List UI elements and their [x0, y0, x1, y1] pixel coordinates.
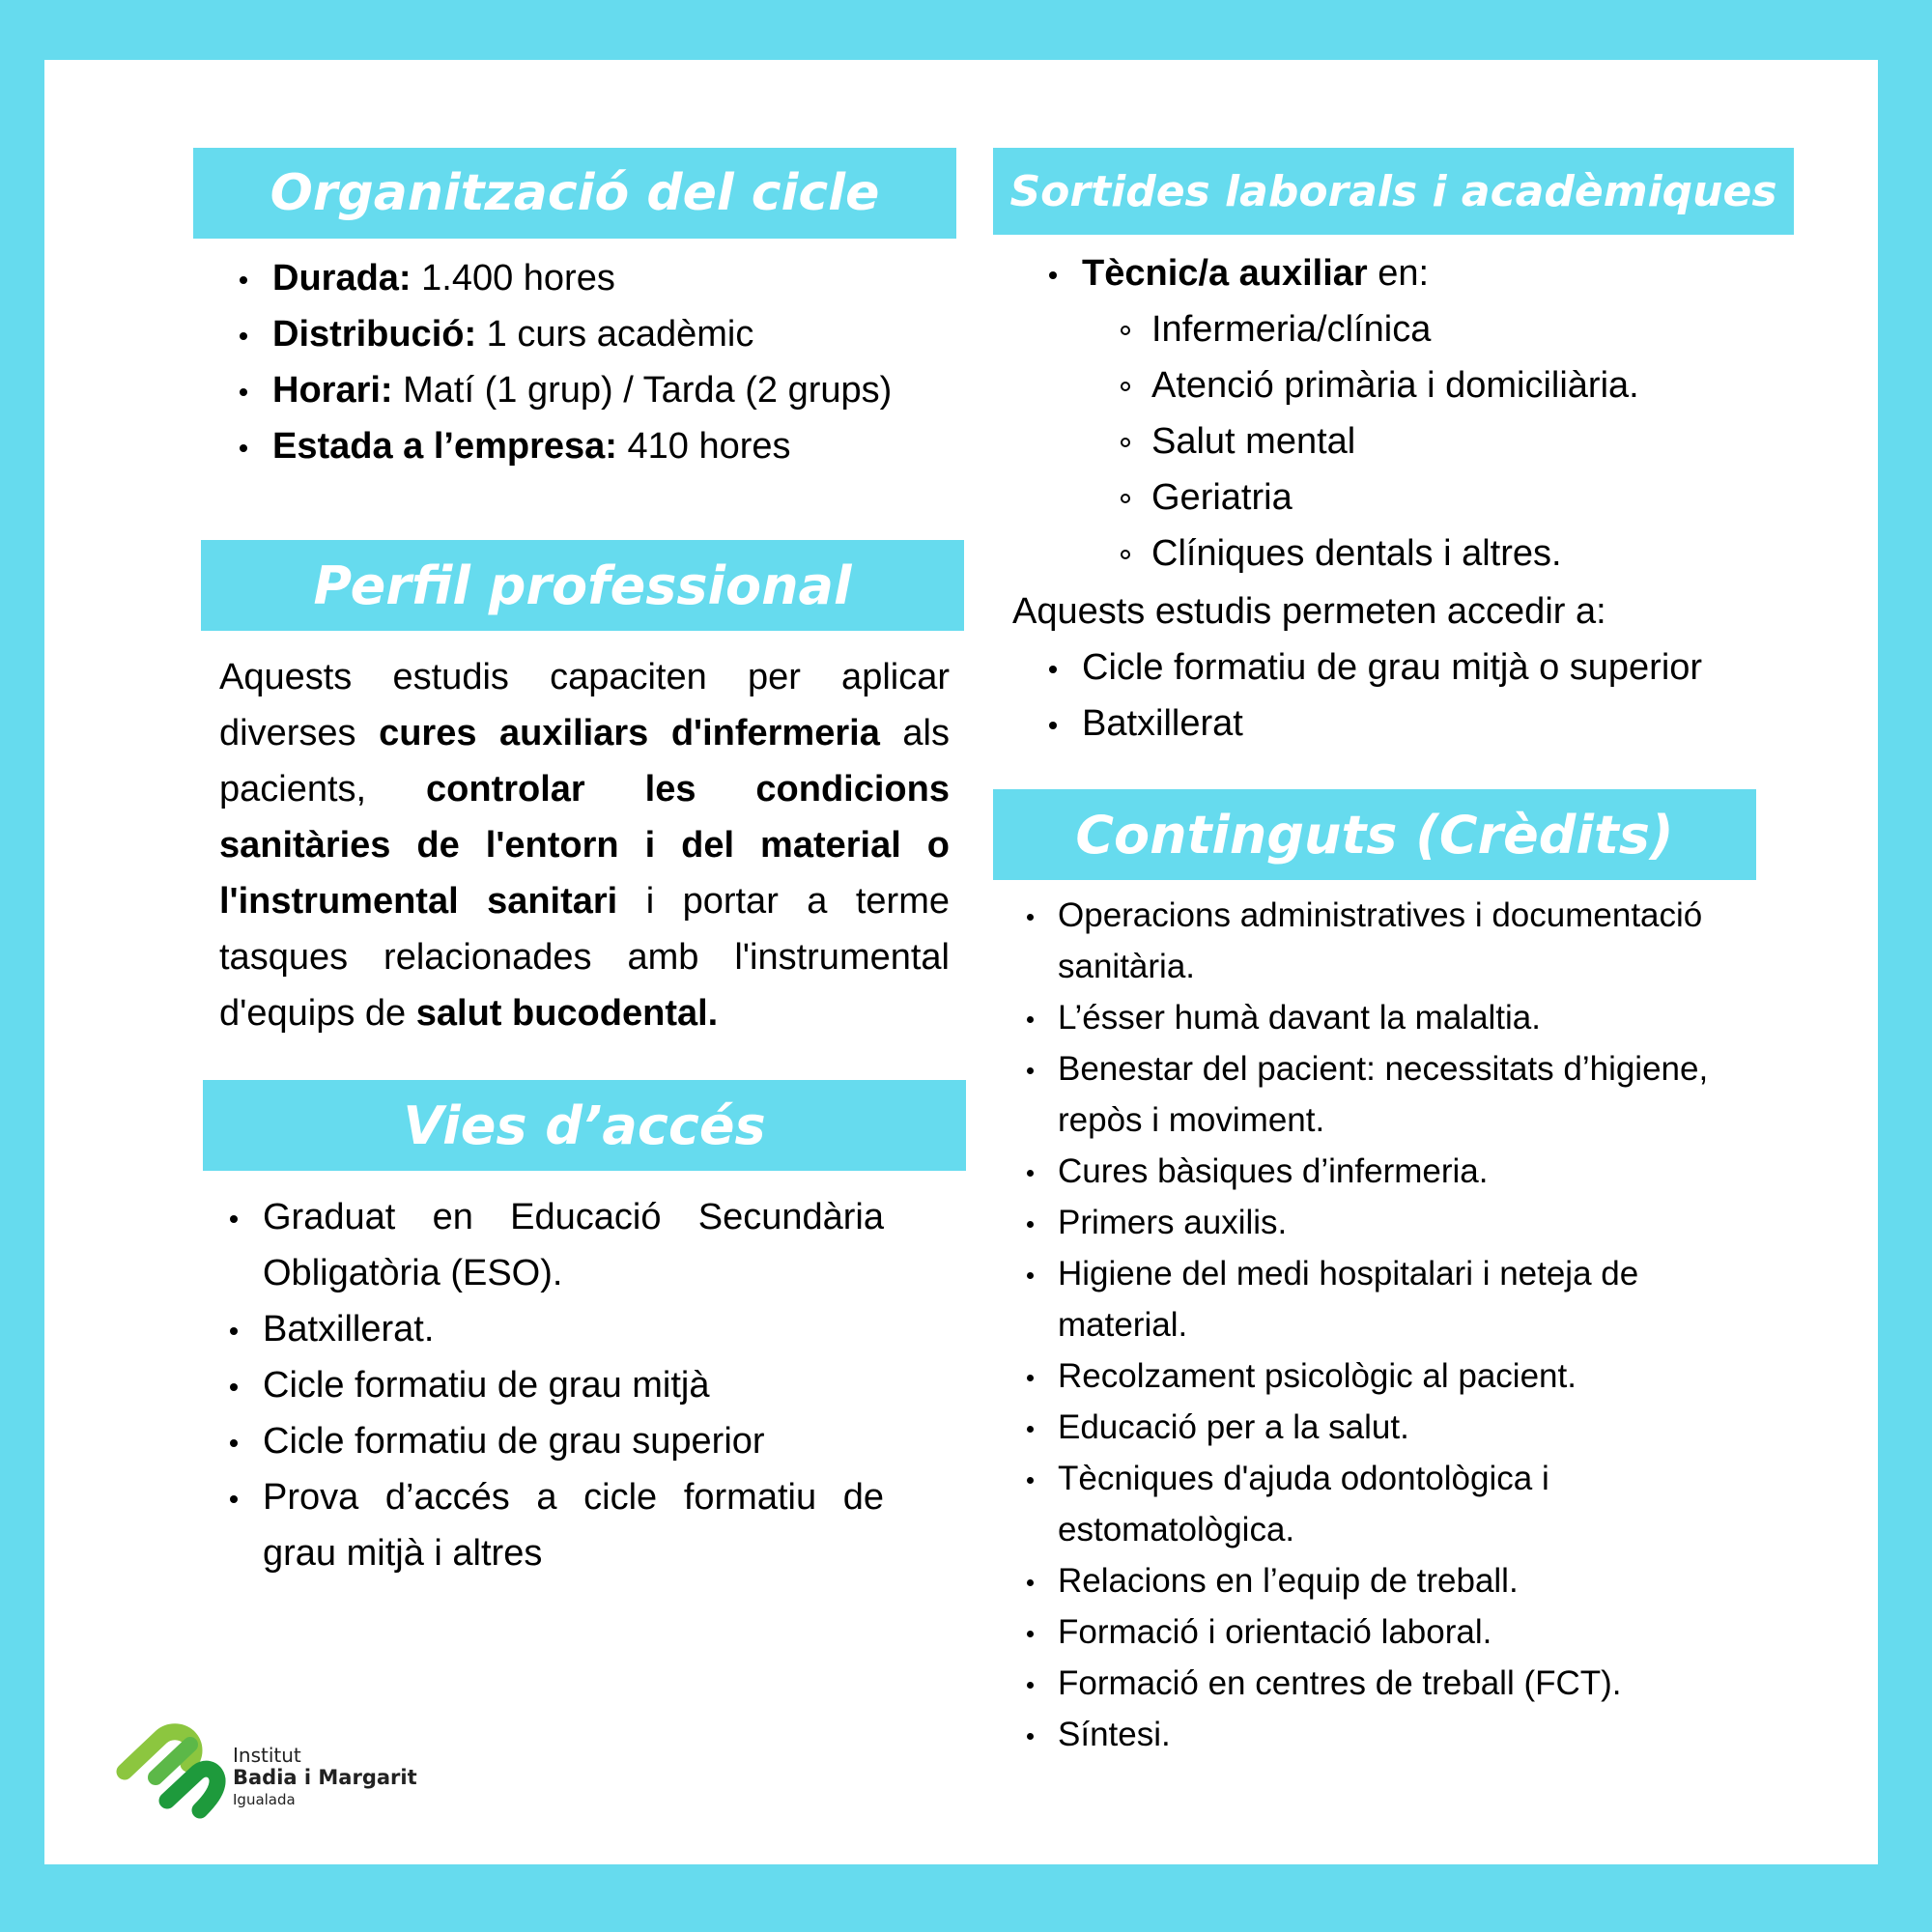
org-title: Organització del cicle: [270, 164, 880, 222]
list-item: Infermeria/clínica: [1151, 301, 1847, 357]
list-item: Recolzament psicològic al pacient.: [1058, 1350, 1753, 1402]
list-item: Primers auxilis.: [1058, 1197, 1753, 1248]
sortides-title: Sortides laborals i acadèmiques: [1009, 166, 1777, 216]
list-item: Salut mental: [1151, 413, 1847, 469]
continguts-title: Continguts (Crèdits): [1075, 804, 1674, 866]
org-list: [272, 250, 987, 474]
org-heading: [193, 148, 956, 239]
list-item: Estada a l’empresa: 410 hores: [272, 418, 987, 474]
list-item: Cicle formatiu de grau mitjà o superior: [1082, 639, 1835, 696]
perfil-paragraph: Aquests estudis capaciten per aplicar diverses cures auxiliars d'infermeria als pacients, controlar les condicions sanitàries de l'entorn i del material o l'instrumental sanitari i portar a terme tasques relacionades amb l'instrumental d'equips de salut bucodental.: [219, 657, 950, 1034]
list-item: Higiene del medi hospitalari i neteja de material.: [1058, 1248, 1753, 1350]
list-item: Benestar del pacient: necessitats d’higiene, repòs i moviment.: [1058, 1043, 1753, 1146]
list-item: Educació per a la salut.: [1058, 1402, 1753, 1453]
list-item: Formació en centres de treball (FCT).: [1058, 1658, 1753, 1709]
institute-logo: [111, 1721, 430, 1828]
list-item: Tècnic/a auxiliar en:: [1082, 245, 1835, 301]
vies-heading: [203, 1080, 966, 1171]
logo-line3: Igualada: [233, 1791, 296, 1808]
list-item: Síntesi.: [1058, 1709, 1753, 1760]
vies-list: [263, 1189, 884, 1581]
list-item: Clíniques dentals i altres.: [1151, 526, 1847, 582]
list-item: Tècniques d'ajuda odontològica i estomatològica.: [1058, 1453, 1753, 1555]
list-item: Atenció primària i domiciliària.: [1151, 357, 1847, 413]
logo-line2: Badia i Margarit: [233, 1766, 417, 1789]
sortides-sublist: [1151, 301, 1847, 582]
logo-mark-icon: [111, 1721, 227, 1828]
list-item: Geriatria: [1151, 469, 1847, 526]
sortides-heading: [993, 148, 1794, 235]
continguts-list: [1058, 890, 1753, 1760]
list-item: Distribució: 1 curs acadèmic: [272, 306, 987, 362]
access-list: [1082, 639, 1835, 752]
continguts-heading: [993, 789, 1756, 880]
list-item: L’ésser humà davant la malaltia.: [1058, 992, 1753, 1043]
vies-title: Vies d’accés: [403, 1094, 766, 1156]
sortides-list: [1082, 245, 1835, 301]
list-item: Operacions administratives i documentació sanitària.: [1058, 890, 1753, 992]
list-item: Batxillerat: [1082, 696, 1835, 752]
access-intro: Aquests estudis permeten accedir a:: [1012, 591, 1606, 632]
perfil-title: Perfil professional: [313, 554, 852, 616]
list-item: Batxillerat.: [263, 1301, 884, 1357]
list-item: Formació i orientació laboral.: [1058, 1606, 1753, 1658]
list-item: Prova d’accés a cicle formatiu de grau mitjà i altres: [263, 1469, 884, 1581]
list-item: Horari: Matí (1 grup) / Tarda (2 grups): [272, 362, 987, 418]
list-item: Relacions en l’equip de treball.: [1058, 1555, 1753, 1606]
list-item: Cures bàsiques d’infermeria.: [1058, 1146, 1753, 1197]
list-item: Durada: 1.400 hores: [272, 250, 987, 306]
list-item: Graduat en Educació Secundària Obligatòria (ESO).: [263, 1189, 884, 1301]
list-item: Cicle formatiu de grau superior: [263, 1413, 884, 1469]
perfil-heading: [201, 540, 964, 631]
list-item: Cicle formatiu de grau mitjà: [263, 1357, 884, 1413]
logo-line1: Institut: [233, 1744, 301, 1767]
